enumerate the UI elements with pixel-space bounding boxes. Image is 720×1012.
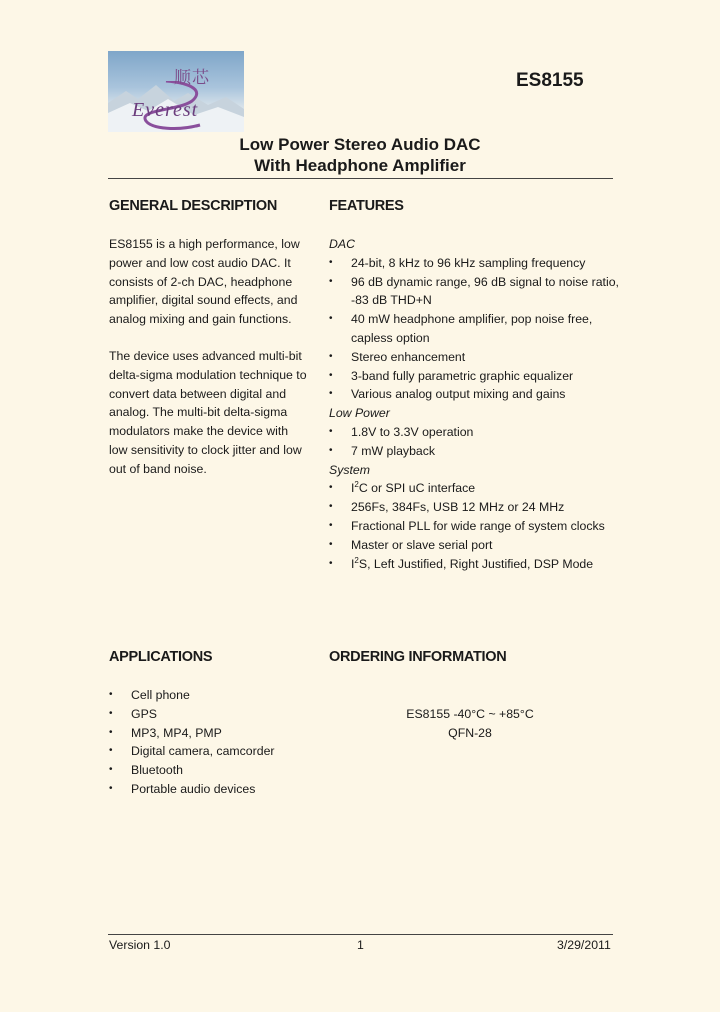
list-item: • Fractional PLL for wide range of system clocks <box>329 517 619 536</box>
list-item: • Bluetooth <box>109 761 319 780</box>
features-list <box>329 235 619 573</box>
footer-page-number: 1 <box>357 938 364 952</box>
header-divider <box>108 178 613 179</box>
list-item: • Various analog output mixing and gains <box>329 385 619 404</box>
list-item: • 24-bit, 8 kHz to 96 kHz sampling frequency <box>329 254 619 273</box>
description-paragraph-2: The device uses advanced multi-bit delta-sigma modulation technique to convert data between digital and analog. The multi-bit delta-sigma modulators make the device with low sensitivity to clock jitter and low out of band noise. <box>109 349 307 476</box>
dac-feature-list <box>329 254 619 404</box>
ordering-package: QFN-28 <box>448 726 492 740</box>
list-item: • 40 mW headphone amplifier, pop noise free, capless option <box>329 310 619 348</box>
applications-list <box>109 686 319 799</box>
features-low-power-label: Low Power <box>329 406 390 421</box>
logo-chinese-text: 顺芯 <box>174 68 210 88</box>
list-item: • Stereo enhancement <box>329 348 619 367</box>
part-number: ES8155 <box>516 70 584 91</box>
low-power-feature-list <box>329 423 619 461</box>
document-title-line2: With Headphone Amplifier <box>254 156 466 175</box>
footer-date: 3/29/2011 <box>557 938 611 952</box>
list-item: • 1.8V to 3.3V operation <box>329 423 619 442</box>
features-system-label: System <box>329 462 370 477</box>
list-item: • 3-band fully parametric graphic equalizer <box>329 367 619 386</box>
features-heading: FEATURES <box>329 198 404 214</box>
list-item: • 256Fs, 384Fs, USB 12 MHz or 24 MHz <box>329 498 619 517</box>
list-item: • Portable audio devices <box>109 780 319 799</box>
general-description-heading: GENERAL DESCRIPTION <box>109 198 278 214</box>
company-logo <box>108 51 244 132</box>
footer-version: Version 1.0 <box>109 938 171 952</box>
list-item: • GPS <box>109 705 319 724</box>
list-item: • 7 mW playback <box>329 442 619 461</box>
document-title-line1: Low Power Stereo Audio DAC <box>239 135 481 154</box>
list-item: • $I^2C$ or SPI uC interface <box>329 479 619 498</box>
applications-heading: APPLICATIONS <box>109 649 213 665</box>
list-item: • $I^2S$, Left Justified, Right Justified, DSP Mode <box>329 555 619 574</box>
list-item: • Master or slave serial port <box>329 536 619 555</box>
ordering-part-temp: ES8155 -40°C ~ +85°C <box>406 707 534 721</box>
logo-english-text: Everest <box>132 99 199 121</box>
description-paragraph-1: ES8155 is a high performance, low power and low cost audio DAC. It consists of 2-ch DAC, headphone amplifier, digital sound effects, and analog mixing and gain functions. <box>109 237 300 327</box>
list-item: • Cell phone <box>109 686 319 705</box>
system-feature-list <box>329 479 619 573</box>
ordering-information-heading: ORDERING INFORMATION <box>329 649 507 665</box>
list-item: • MP3, MP4, PMP <box>109 724 319 743</box>
list-item: • 96 dB dynamic range, 96 dB signal to noise ratio, -83 dB THD+N <box>329 273 619 311</box>
footer-divider <box>108 934 613 935</box>
features-dac-label: DAC <box>329 237 355 251</box>
list-item: • Digital camera, camcorder <box>109 742 319 761</box>
